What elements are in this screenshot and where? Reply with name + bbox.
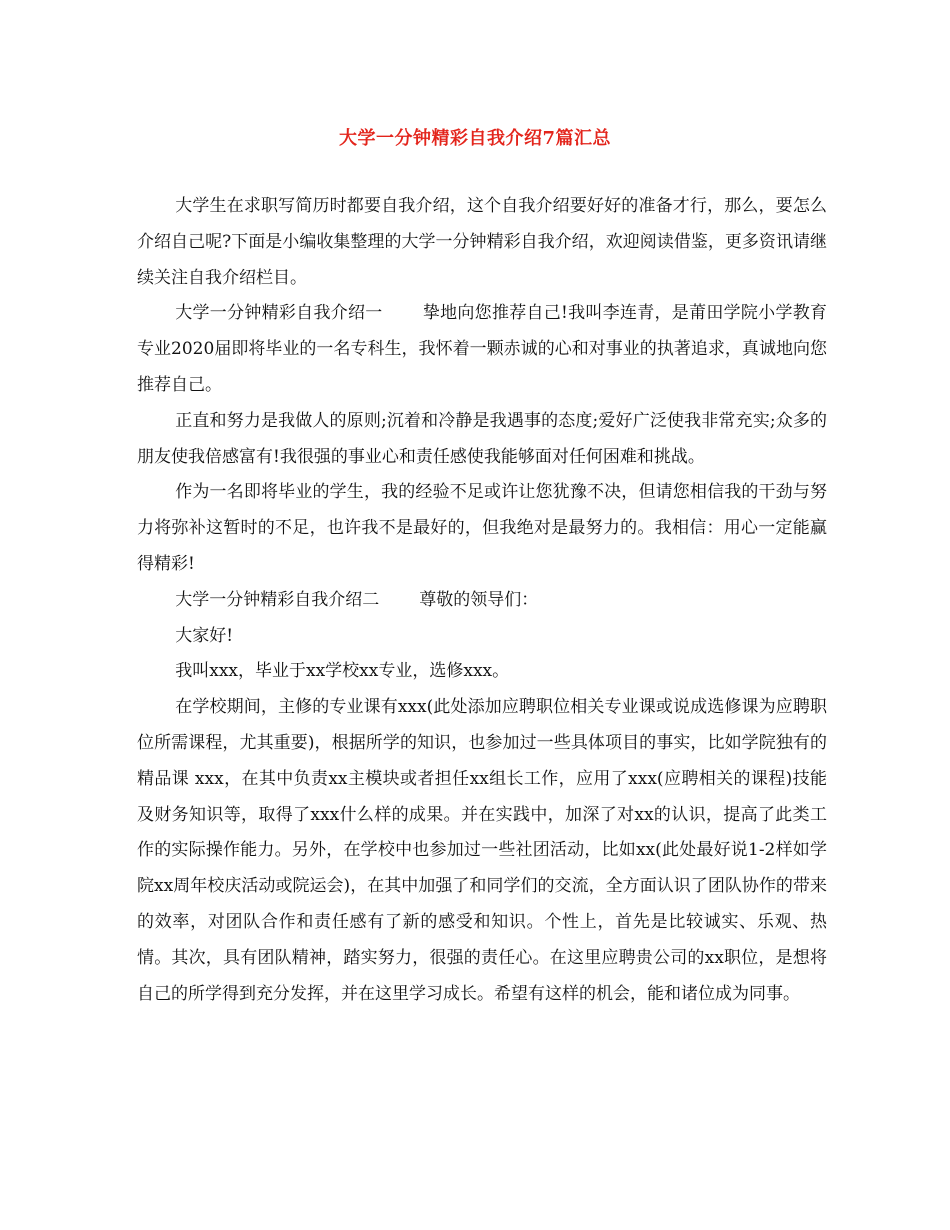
paragraph-text: 大学生在求职写简历时都要自我介绍，这个自我介绍要好好的准备才行，那么，要怎么介绍自己呢?下面是小编收集整理的大学一分钟精彩自我介绍，欢迎阅读借鉴，更多资讯请继续关注自我介绍栏目。 [137,196,827,288]
section-heading: 大学一分钟精彩自我介绍一 [175,303,383,324]
paragraph-text: 大家好! [175,625,234,646]
paragraph-text: 我叫xxx，毕业于xx学校xx专业，选修xxx。 [175,661,510,682]
paragraph-text: 挚地向您推荐自己!我叫李连青，是莆田学院小学教育专业2020届即将毕业的一名专科生，我怀着一颗赤诚的心和对事业的执著追求，真诚地向您推荐自己。 [137,303,827,395]
section-two-paragraph [137,583,827,619]
paragraph-text: 正直和努力是我做人的原则;沉着和冷静是我遇事的态度;爱好广泛使我非常充实;众多的朋友使我倍感富有!我很强的事业心和责任感使我能够面对任何困难和挑战。 [137,410,827,467]
paragraph-text: 作为一名即将毕业的学生，我的经验不足或许让您犹豫不决，但请您相信我的干劲与努力将弥补这暂时的不足，也许我不是最好的，但我绝对是最努力的。我相信：用心一定能赢得精彩! [137,482,827,574]
body-paragraph [137,475,827,582]
paragraph-text: 在学校期间，主修的专业课有xxx(此处添加应聘职位相关专业课或说成选修课为应聘职位所需课程，尤其重要)，根据所学的知识，也参加过一些具体项目的事实，比如学院独有的精品课 xxx，在其中负责xx主模块或者担任xx组长工作，应用了xxx(应聘相关的课程)技能及财务知识等，取得了xxx什么样的成果。并在实践中，加深了对xx的认识，提高了此类工作的实际操作能力。另外，在学校中也参加过一些社团活动，比如xx(此处最好说1-2样如学院xx周年校庆活动或院运会)，在其中加强了和同学们的交流，全方面认识了团队协作的带来的效率，对团队合作和责任感有了新的感受和知识。个性上，首先是比较诚实、乐观、热情。其次，具有团队精神，踏实努力，很强的责任心。在这里应聘贵公司的xx职位，是想将自己的所学得到充分发挥，并在这里学习成长。希望有这样的机会，能和诸位成为同事。 [137,697,827,1004]
document-body [137,189,827,1012]
section-one-paragraph [137,296,827,403]
body-paragraph [137,690,827,1012]
section-heading: 大学一分钟精彩自我介绍二 [175,589,380,610]
intro-paragraph [137,189,827,296]
page-title: 大学一分钟精彩自我介绍7篇汇总 [338,128,612,149]
name-paragraph [137,654,827,690]
paragraph-text: 尊敬的领导们： [419,589,539,610]
greeting-paragraph [137,619,827,655]
body-paragraph [137,404,827,476]
